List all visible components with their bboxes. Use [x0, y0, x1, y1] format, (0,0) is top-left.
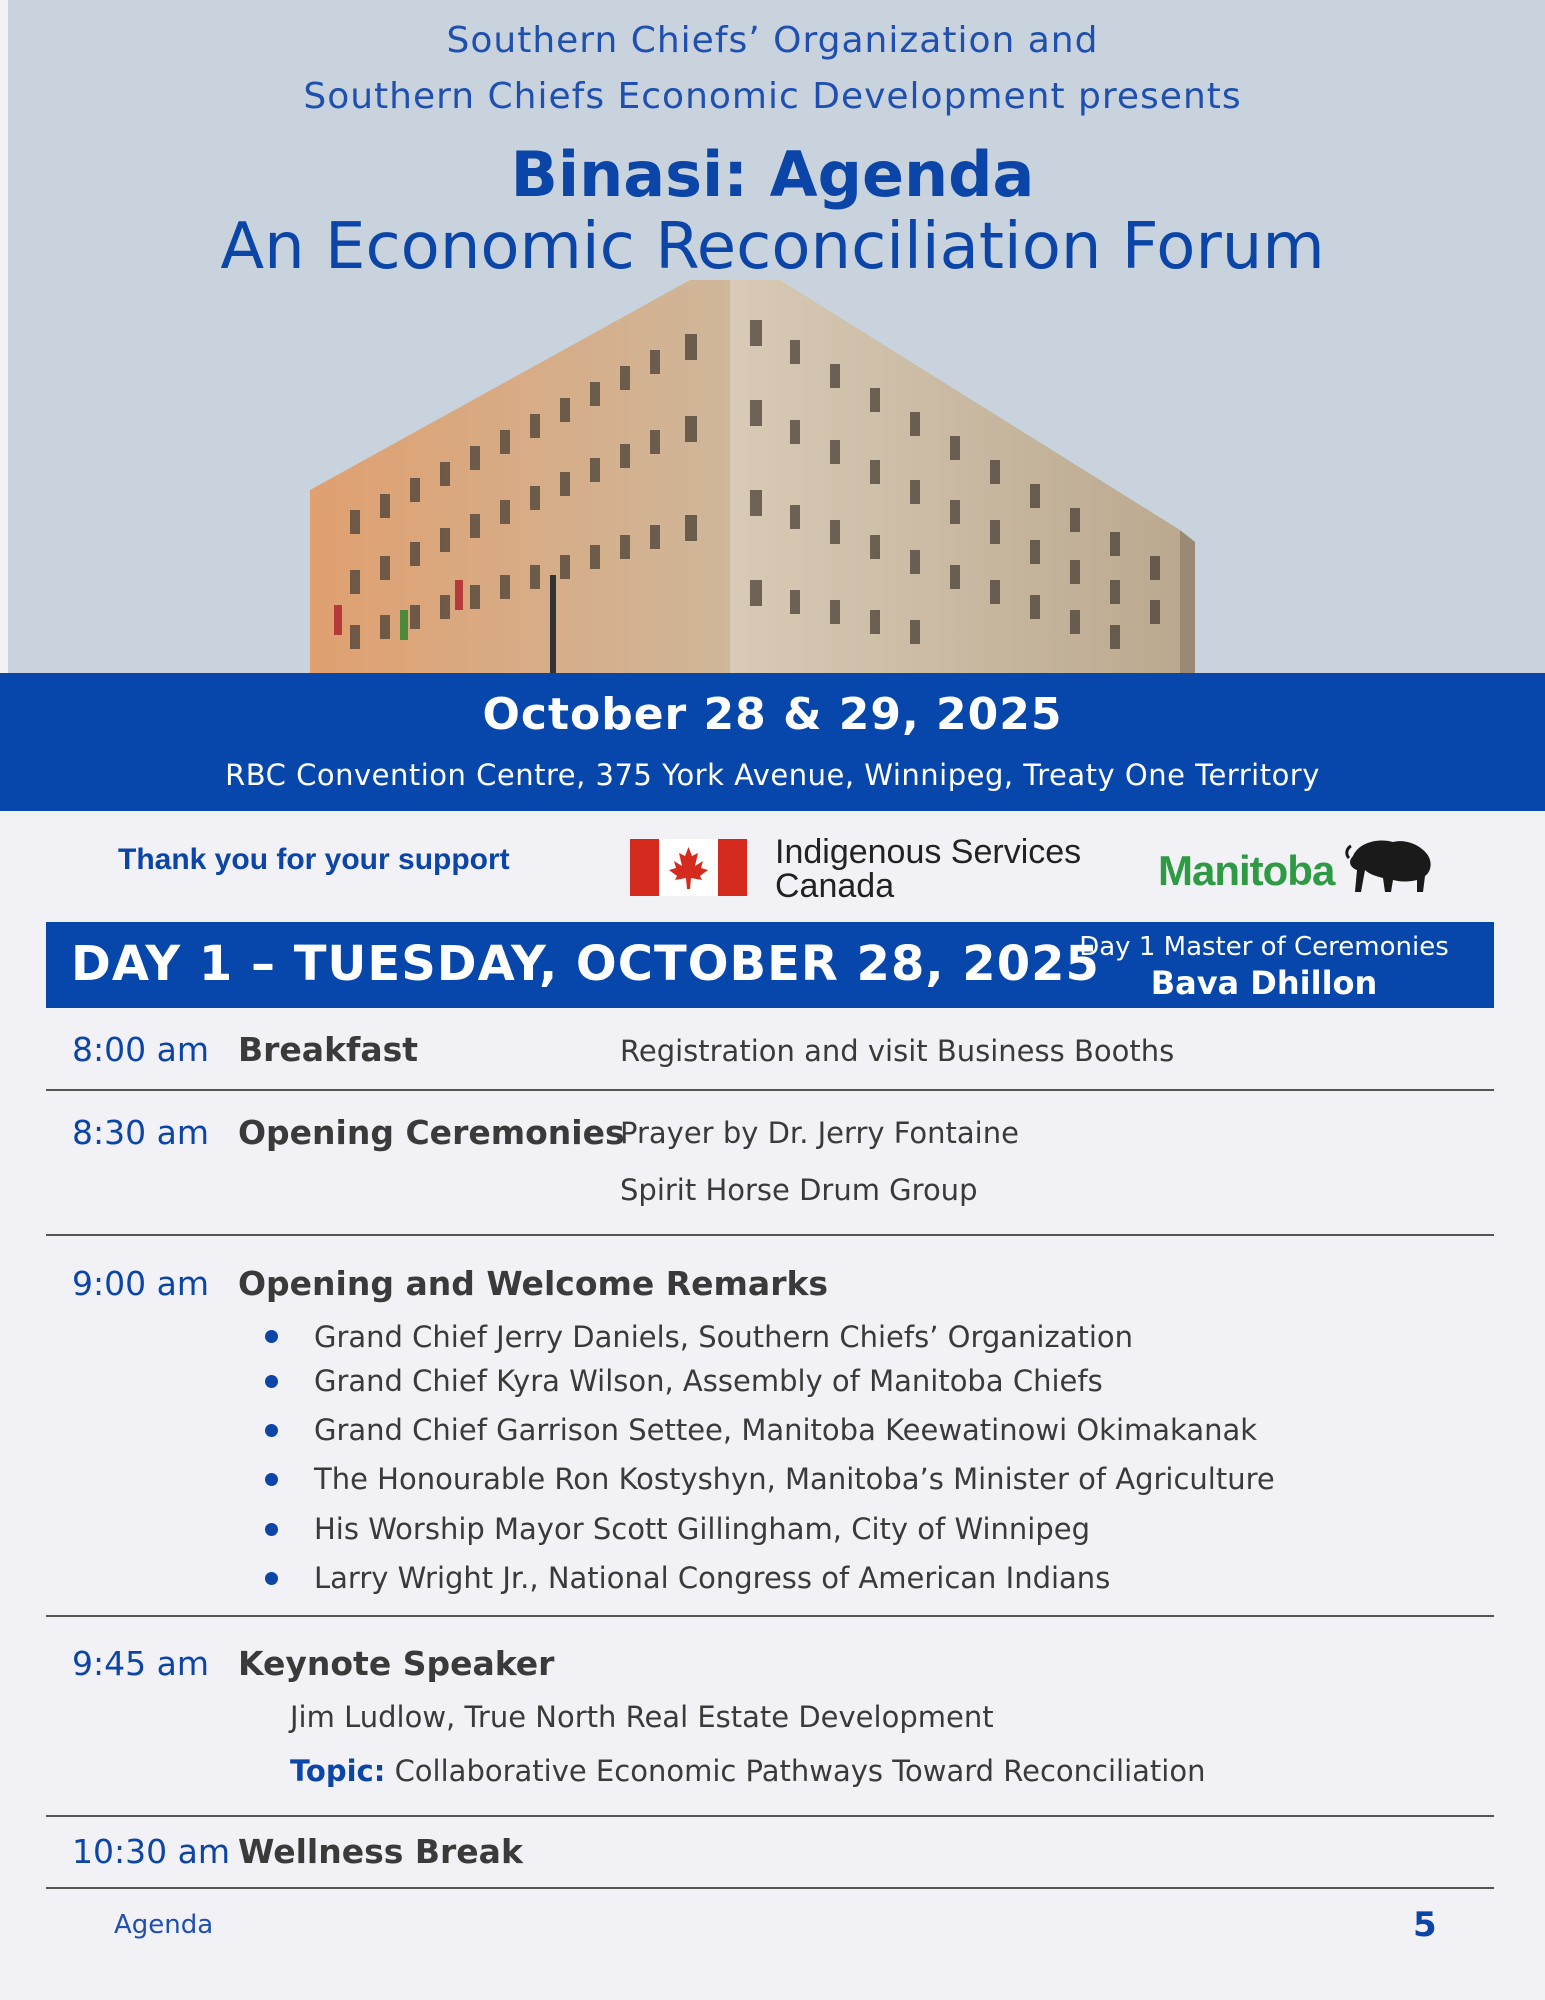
topic-text: Collaborative Economic Pathways Toward Reconciliation — [394, 1754, 1206, 1788]
agenda-session-title: Breakfast — [238, 1030, 419, 1069]
agenda-bullet-item: The Honourable Ron Kostyshyn, Manitoba’s Minister of Agriculture — [314, 1462, 1275, 1496]
isc-line-2: Canada — [775, 867, 895, 905]
manitoba-wordmark: Manitoba — [1158, 847, 1335, 894]
agenda-session-title: Keynote Speaker — [238, 1644, 555, 1683]
agenda-time: 9:45 am — [72, 1644, 209, 1683]
agenda-divider — [46, 1815, 1494, 1817]
agenda-bullet-item: Grand Chief Jerry Daniels, Southern Chiefs’ Organization — [314, 1320, 1134, 1354]
sponsor-strip — [0, 811, 1545, 921]
bullet-icon — [265, 1572, 278, 1585]
presenter-line-1: Southern Chiefs’ Organization and — [446, 20, 1099, 61]
day-header-bar — [46, 922, 1494, 1008]
event-venue: RBC Convention Centre, 375 York Avenue, Winnipeg, Treaty One Territory — [225, 758, 1320, 792]
mc-name: Bava Dhillon — [1150, 964, 1378, 1002]
canada-flag-icon — [630, 839, 747, 896]
bullet-icon — [265, 1523, 278, 1536]
topic-label: Topic: — [290, 1754, 386, 1788]
isc-wordmark — [775, 835, 1081, 903]
agenda-divider — [46, 1089, 1494, 1091]
agenda-divider — [46, 1615, 1494, 1617]
event-dates: October 28 & 29, 2025 — [482, 689, 1063, 740]
agenda-bullet-item: Larry Wright Jr., National Congress of American Indians — [314, 1561, 1111, 1595]
agenda-bullet-item: Grand Chief Kyra Wilson, Assembly of Manitoba Chiefs — [314, 1364, 1103, 1398]
agenda-detail: Registration and visit Business Booths — [620, 1034, 1175, 1068]
agenda-detail: Spirit Horse Drum Group — [620, 1173, 978, 1207]
bullet-icon — [265, 1330, 278, 1343]
event-date-banner — [0, 673, 1545, 811]
agenda-divider — [46, 1887, 1494, 1889]
keynote-speaker: Jim Ludlow, True North Real Estate Development — [290, 1700, 994, 1734]
day-title: DAY 1 – TUESDAY, OCTOBER 28, 2025 — [71, 936, 1100, 992]
agenda-time: 10:30 am — [72, 1832, 230, 1871]
agenda-time: 8:00 am — [72, 1030, 209, 1069]
bullet-icon — [265, 1375, 278, 1388]
isc-line-1: Indigenous Services — [775, 833, 1082, 871]
page-title: Binasi: Agenda — [510, 138, 1035, 211]
bison-icon — [1345, 836, 1435, 898]
agenda-session-title: Opening and Welcome Remarks — [238, 1264, 829, 1303]
agenda-time: 8:30 am — [72, 1113, 209, 1152]
agenda-time: 9:00 am — [72, 1264, 209, 1303]
bullet-icon — [265, 1424, 278, 1437]
sponsor-thanks-text: Thank you for your support — [118, 843, 510, 876]
agenda-session-title: Opening Ceremonies — [238, 1113, 625, 1152]
footer-label: Agenda — [114, 1910, 214, 1940]
bullet-icon — [265, 1473, 278, 1486]
agenda-detail: Prayer by Dr. Jerry Fontaine — [620, 1116, 1019, 1150]
keynote-topic — [290, 1754, 1205, 1788]
convention-centre-building-image — [310, 280, 1210, 673]
page-subtitle: An Economic Reconciliation Forum — [220, 210, 1325, 284]
presenter-line-2: Southern Chiefs Economic Development presents — [303, 76, 1242, 117]
page-number: 5 — [1413, 1905, 1437, 1945]
agenda-bullet-item: His Worship Mayor Scott Gillingham, City of Winnipeg — [314, 1512, 1091, 1546]
agenda-bullet-item: Grand Chief Garrison Settee, Manitoba Keewatinowi Okimakanak — [314, 1413, 1258, 1447]
agenda-divider — [46, 1234, 1494, 1236]
agenda-session-title: Wellness Break — [238, 1832, 523, 1871]
mc-label: Day 1 Master of Ceremonies — [1079, 932, 1449, 962]
